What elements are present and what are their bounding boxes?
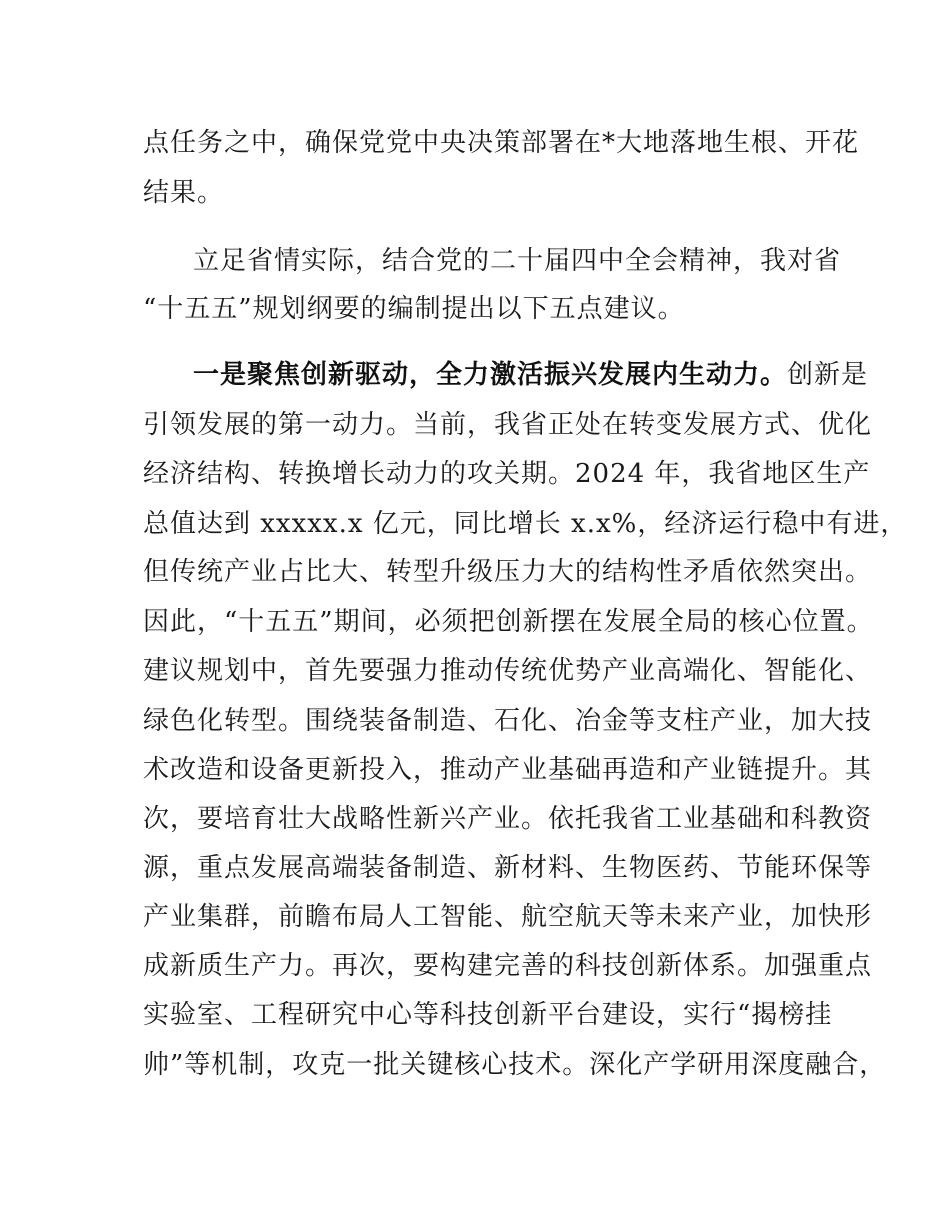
text-line: 次，要培育壮大战略性新兴产业。依托我省工业基础和科教资 xyxy=(143,804,873,834)
text-run: 创新是 xyxy=(787,360,869,390)
paragraph-start-line xyxy=(193,360,868,390)
text-line: 引领发展的第一动力。当前，我省正处在转变发展方式、优化 xyxy=(143,410,873,440)
text-line: “十五五”规划纲要的编制提出以下五点建议。 xyxy=(143,294,685,324)
text-line: 帅”等机制，攻克一批关键核心技术。深化产学研用深度融合， xyxy=(143,1050,887,1080)
text-line: 产业集群，前瞻布局人工智能、航空航天等未来产业，加快形 xyxy=(143,902,873,932)
text-line: 但传统产业占比大、转型升级压力大的结构性矛盾依然突出。 xyxy=(143,557,873,587)
section-heading: 一是聚焦创新驱动，全力激活振兴发展内生动力。 xyxy=(193,360,788,390)
text-line: 实验室、工程研究中心等科技创新平台建设，实行“揭榜挂 xyxy=(143,1000,833,1030)
text-line: 点任务之中，确保党党中央决策部署在*大地落地生根、开花 xyxy=(143,128,860,158)
text-line: 结果。 xyxy=(143,178,225,208)
text-line: 成新质生产力。再次，要构建完善的科技创新体系。加强重点 xyxy=(143,951,873,981)
text-line: 绿色化转型。围绕装备制造、石化、冶金等支柱产业，加大技 xyxy=(143,706,873,736)
paragraph-start-line: 立足省情实际，结合党的二十届四中全会精神，我对省 xyxy=(193,246,842,276)
text-line: 经济结构、转换增长动力的攻关期。2024 年，我省地区生产 xyxy=(143,459,871,489)
text-line: 总值达到 xxxxx.x 亿元，同比增长 x.x%，经济运行稳中有进， xyxy=(143,509,908,539)
text-line: 建议规划中，首先要强力推动传统优势产业高端化、智能化、 xyxy=(143,656,873,686)
text-line: 术改造和设备更新投入，推动产业基础再造和产业链提升。其 xyxy=(143,755,873,785)
text-line: 因此，“十五五”期间，必须把创新摆在发展全局的核心位置。 xyxy=(143,607,874,637)
text-line: 源，重点发展高端装备制造、新材料、生物医药、节能环保等 xyxy=(143,853,873,883)
